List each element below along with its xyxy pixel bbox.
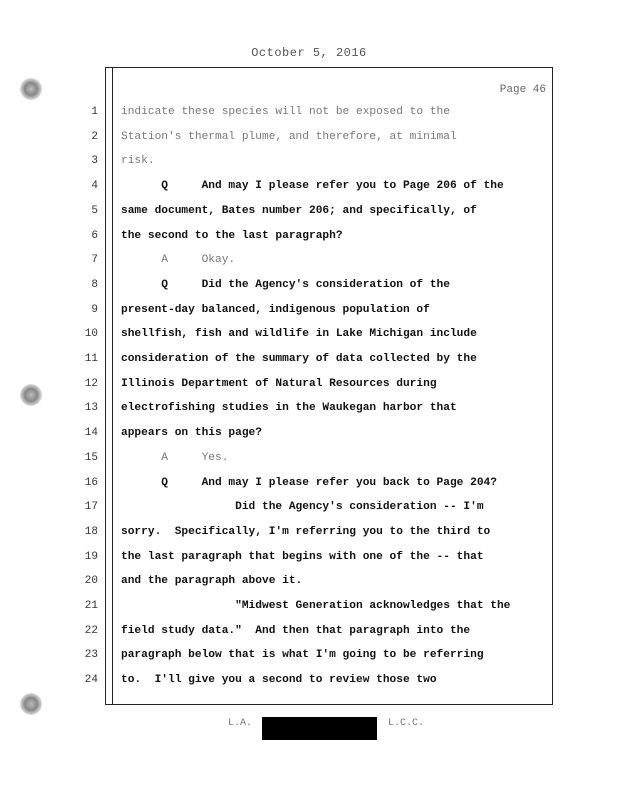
line-text: Illinois Department of Natural Resources during [121, 377, 437, 390]
line-text: and the paragraph above it. [121, 575, 303, 588]
hole-punch-top [20, 78, 42, 100]
line-text: Q And may I please refer you back to Page 204? [121, 476, 497, 489]
footer-right-text: L.C.C. [388, 718, 425, 729]
line-text: Q Did the Agency's consideration of the [121, 278, 450, 291]
transcript-line [0, 129, 618, 149]
transcript-line [0, 524, 618, 544]
line-text: Q And may I please refer you to Page 206 of the [121, 180, 504, 193]
transcript-line [0, 672, 618, 692]
line-number: 22 [84, 624, 98, 637]
line-number: 4 [91, 180, 98, 193]
line-text: appears on this page? [121, 427, 262, 440]
line-number: 21 [84, 600, 98, 612]
line-number: 7 [91, 254, 98, 267]
line-text: to. I'll give you a second to review those two [121, 674, 437, 687]
redaction-box [262, 717, 377, 740]
transcript-line [0, 549, 618, 569]
transcript-line [0, 104, 618, 124]
line-number: 12 [84, 377, 98, 390]
line-number: 18 [84, 525, 98, 538]
line-text: indicate these species will not be exposed to the [121, 106, 450, 118]
line-number: 17 [84, 501, 98, 514]
line-number: 16 [84, 476, 98, 489]
transcript-line [0, 400, 618, 420]
transcript-line [0, 203, 618, 223]
line-text: Station's thermal plume, and therefore, at minimal [121, 130, 457, 143]
footer-left-text: L.A. [228, 718, 253, 729]
line-number: 5 [91, 204, 98, 217]
page-number: Page 46 [499, 84, 546, 96]
transcript-line [0, 647, 618, 667]
transcript-line [0, 326, 618, 346]
transcript-line [0, 351, 618, 371]
line-text: Did the Agency's consideration -- I'm [121, 501, 484, 514]
line-number: 8 [91, 278, 98, 291]
line-number: 1 [91, 106, 98, 118]
transcript-line [0, 252, 618, 272]
line-text: same document, Bates number 206; and specifically, of [121, 204, 477, 217]
transcript-line [0, 475, 618, 495]
page-header-date: October 5, 2016 [251, 46, 367, 60]
transcript-line [0, 302, 618, 322]
line-text: present-day balanced, indigenous population of [121, 303, 430, 316]
transcript-line [0, 277, 618, 297]
line-text: A Okay. [121, 254, 236, 267]
transcript-line [0, 623, 618, 643]
line-number: 2 [91, 130, 98, 143]
line-number: 23 [84, 649, 98, 662]
transcript-line [0, 178, 618, 198]
transcript-line [0, 376, 618, 396]
transcript-line [0, 450, 618, 470]
line-number: 6 [91, 229, 98, 242]
hole-punch-bottom [20, 693, 42, 715]
line-number: 3 [91, 155, 98, 168]
transcript-line [0, 425, 618, 445]
line-text: the last paragraph that begins with one of the -- that [121, 550, 484, 563]
line-text: risk. [121, 155, 155, 168]
transcript-line [0, 228, 618, 248]
line-text: paragraph below that is what I'm going to be referring [121, 649, 484, 662]
transcript-line [0, 598, 618, 618]
line-number: 20 [84, 575, 98, 588]
line-text: the second to the last paragraph? [121, 229, 343, 242]
transcript-line [0, 499, 618, 519]
line-text: shellfish, fish and wildlife in Lake Michigan include [121, 328, 477, 341]
line-text: electrofishing studies in the Waukegan harbor that [121, 402, 457, 415]
line-number: 15 [84, 451, 98, 464]
transcript-line [0, 153, 618, 173]
line-number: 10 [84, 328, 98, 341]
line-text: field study data." And then that paragraph into the [121, 624, 471, 637]
line-number: 9 [91, 303, 98, 316]
line-text: A Yes. [121, 451, 229, 464]
transcript-line [0, 573, 618, 593]
line-number: 14 [84, 427, 98, 440]
line-number: 11 [84, 353, 98, 365]
line-number: 24 [84, 674, 98, 687]
line-number: 19 [84, 550, 98, 563]
line-text: sorry. Specifically, I'm referring you to the third to [121, 525, 491, 538]
line-text: consideration of the summary of data collected by the [121, 353, 477, 365]
line-text: "Midwest Generation acknowledges that the [121, 600, 511, 612]
line-number: 13 [84, 402, 98, 415]
